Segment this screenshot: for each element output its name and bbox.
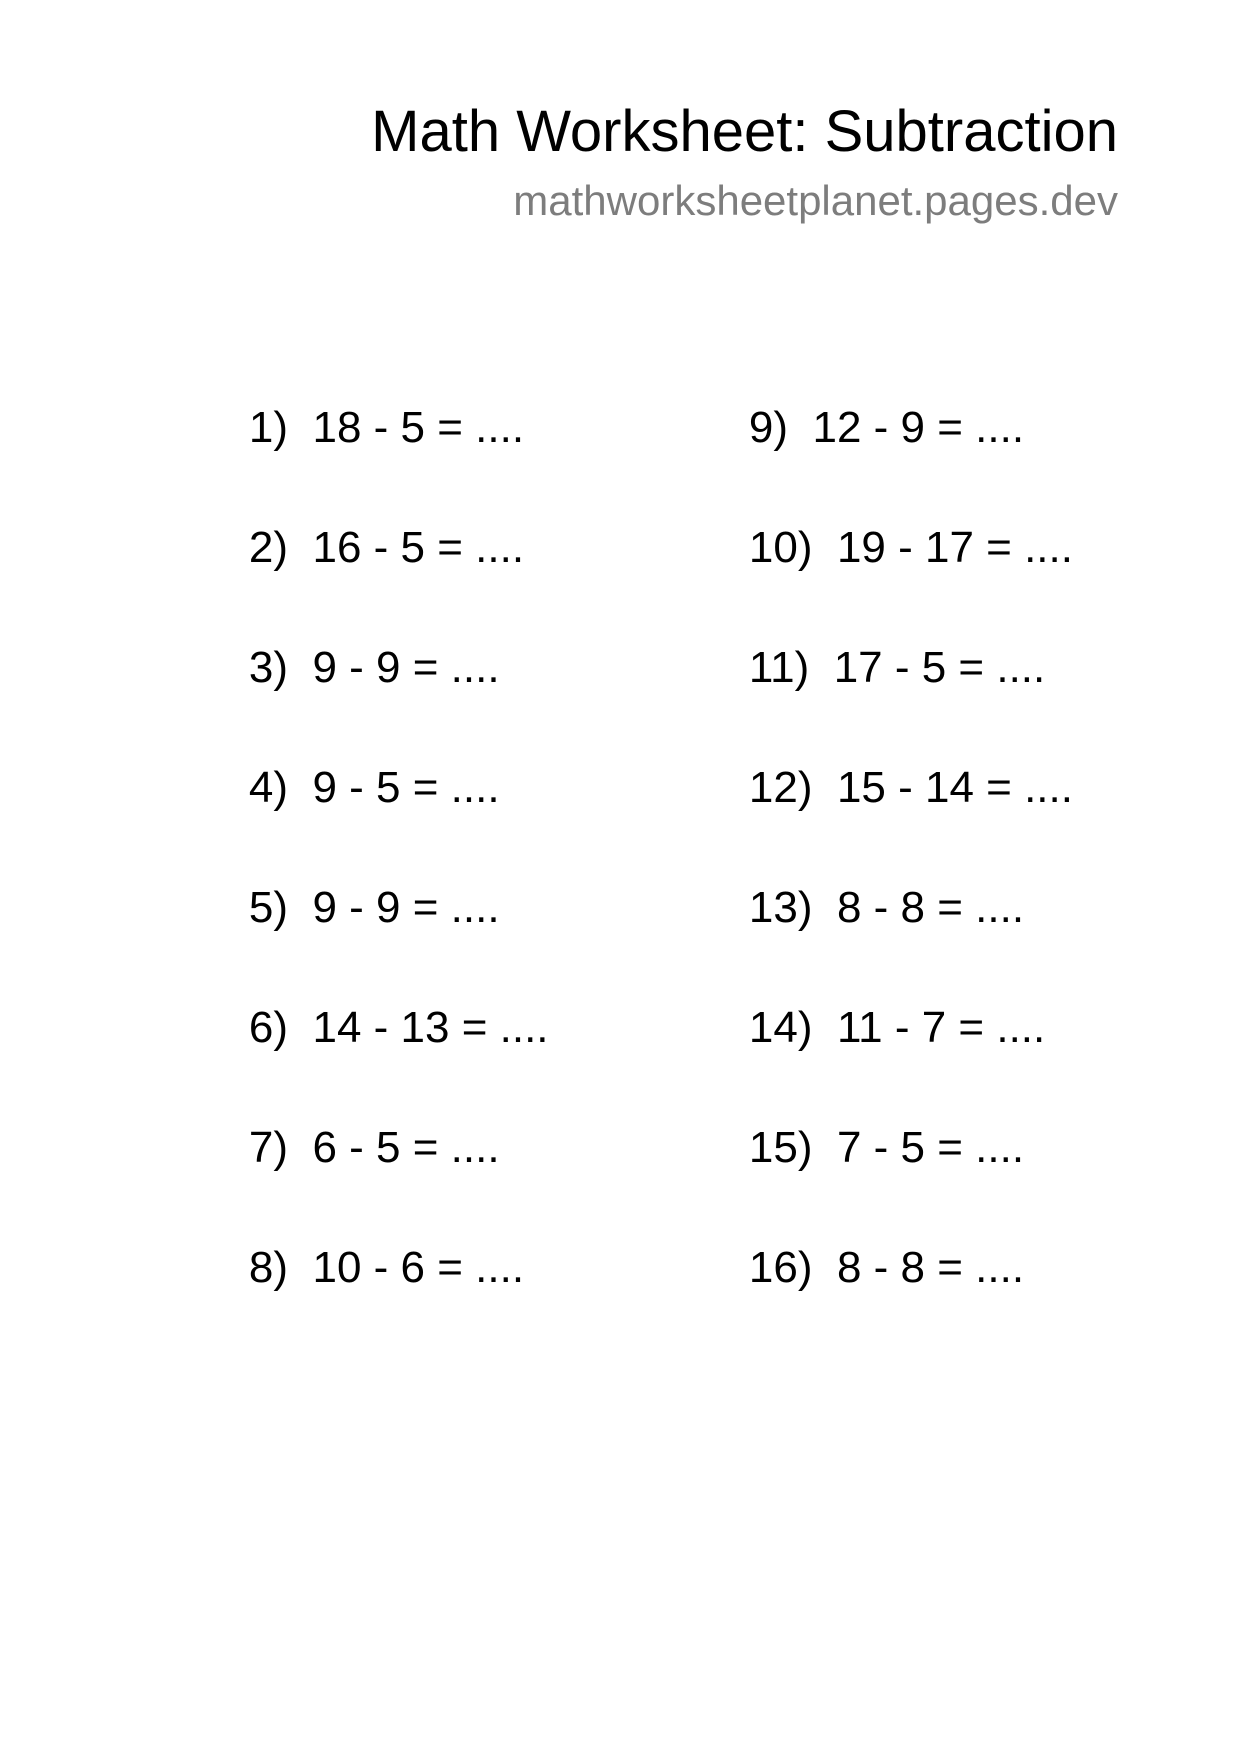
page-title: Math Worksheet: Subtraction <box>371 99 1118 164</box>
problem-number: 8) <box>248 1243 289 1292</box>
problem-item <box>700 1190 1024 1346</box>
website-url: mathworksheetplanet.pages.dev <box>513 177 1118 224</box>
problem-number: 13) <box>748 883 813 932</box>
problem-number: 1) <box>248 403 289 452</box>
problem-expression: 9 - 9 = .... <box>312 883 500 932</box>
problem-expression: 9 - 5 = .... <box>312 763 500 812</box>
problem-expression: 7 - 5 = .... <box>836 1123 1025 1172</box>
problem-number: 4) <box>248 763 289 812</box>
problem-expression: 18 - 5 = .... <box>312 403 525 452</box>
problem-number: 10) <box>748 523 813 572</box>
problem-number: 16) <box>748 1243 813 1292</box>
problem-expression: 12 - 9 = .... <box>812 403 1025 452</box>
problem-number: 2) <box>248 523 289 572</box>
problem-number: 9) <box>748 403 789 452</box>
problem-expression: 8 - 8 = .... <box>836 1243 1025 1292</box>
problem-expression: 10 - 6 = .... <box>312 1243 525 1292</box>
problem-number: 15) <box>748 1123 813 1172</box>
problem-number: 11) <box>748 643 810 692</box>
problem-number: 6) <box>248 1003 289 1052</box>
problem-expression: 11 - 7 = .... <box>836 1003 1046 1052</box>
problem-item <box>200 1190 524 1346</box>
problem-expression: 17 - 5 = .... <box>833 643 1046 692</box>
problem-expression: 8 - 8 = .... <box>836 883 1025 932</box>
problem-number: 14) <box>748 1003 813 1052</box>
problem-number: 12) <box>748 763 813 812</box>
problem-expression: 15 - 14 = .... <box>836 763 1073 812</box>
problem-expression: 14 - 13 = .... <box>312 1003 549 1052</box>
problem-number: 5) <box>248 883 289 932</box>
problem-expression: 19 - 17 = .... <box>836 523 1073 572</box>
problem-expression: 6 - 5 = .... <box>312 1123 500 1172</box>
problem-number: 3) <box>248 643 289 692</box>
problem-expression: 9 - 9 = .... <box>312 643 500 692</box>
problem-number: 7) <box>248 1123 289 1172</box>
problem-expression: 16 - 5 = .... <box>312 523 525 572</box>
